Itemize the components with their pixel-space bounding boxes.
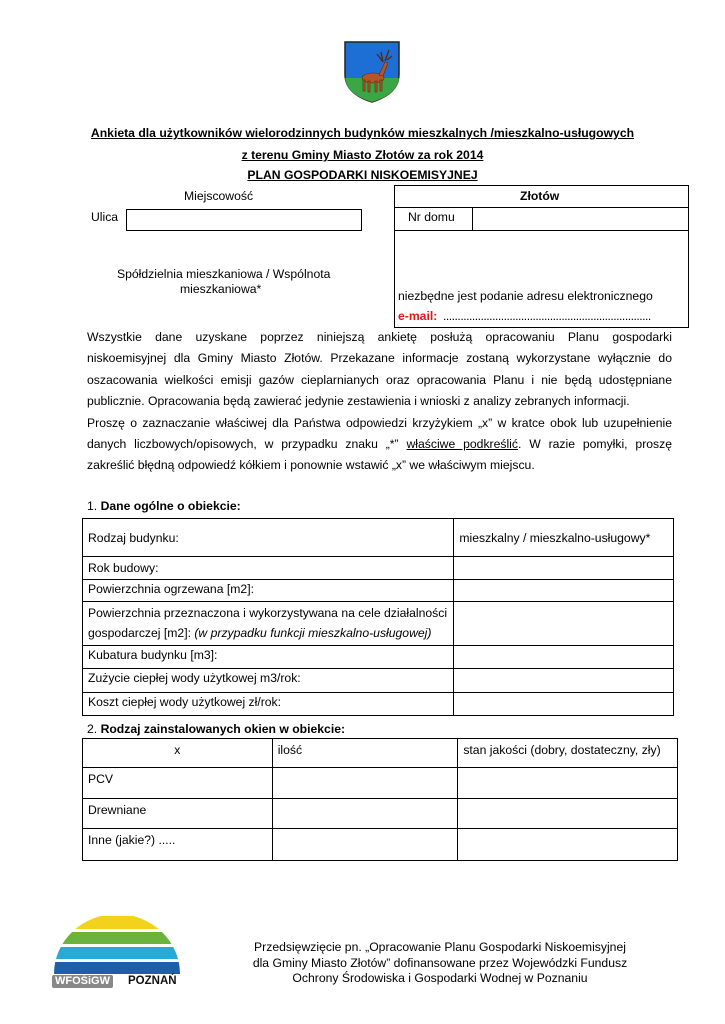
window-type-pcv: PCV [83, 768, 273, 799]
koszt-cwu-input[interactable] [454, 693, 674, 716]
intro-line: publicznie. Opracowania będą zawierać jedynie zestawienia i wnioski z analizy zebranych informacji. [87, 394, 630, 409]
intro-line: zakreślić błędną odpowiedź kółkiem i ponownie wstawić „x” we właściwym miejscu. [87, 458, 535, 473]
document-title-line3: PLAN GOSPODARKI NISKOEMISYJNEJ [247, 168, 478, 182]
powierzchnia-ogrzewana-input[interactable] [454, 580, 674, 602]
row-label: Zużycie ciepłej wody użytkowej m3/rok: [83, 669, 454, 693]
row-label [83, 602, 454, 646]
table-row [83, 693, 674, 716]
spoldzielnia-label-line2: mieszkaniowa* [180, 282, 262, 296]
ulica-input[interactable] [126, 209, 362, 231]
document-title-line1: Ankieta dla użytkowników wielorodzinnych budynków mieszkalnych /mieszkalno-usługowych [90, 126, 635, 140]
pcv-stan-input[interactable] [458, 768, 678, 799]
footer-line: Przedsięwzięcie pn. „Opracowanie Planu Gospodarki Niskoemisyjnej [254, 940, 626, 954]
powierzchnia-dzialalnosci-input[interactable] [454, 602, 674, 646]
intro-paragraph [87, 327, 672, 477]
section1-number: 1. [87, 499, 101, 513]
section2-number: 2. [87, 722, 101, 736]
document-title-line2: z terenu Gminy Miasto Złotów za rok 2014 [241, 148, 484, 162]
footer-note [240, 940, 640, 987]
section2-title: Rodzaj zainstalowanych okien w obiekcie: [100, 722, 346, 736]
section2-table [82, 738, 678, 861]
miejscowosc-label: Miejscowość [184, 189, 254, 203]
row-label: Powierzchnia ogrzewana [m2]: [83, 580, 454, 602]
spoldzielnia-label-line1: Spółdzielnia mieszkaniowa / Wspólnota [117, 267, 331, 281]
row-label-line1: Powierzchnia przeznaczona i wykorzystywana na cele działalności [88, 606, 448, 620]
wfosigw-logo-graphic-icon [50, 916, 185, 974]
nr-domu-label: Nr domu [408, 210, 455, 224]
table-header-row [83, 739, 678, 768]
inne-ilosc-input[interactable] [272, 829, 458, 861]
ulica-label: Ulica [91, 210, 119, 224]
table-row [83, 768, 678, 799]
zuzycie-cwu-input[interactable] [454, 669, 674, 693]
table-row [83, 557, 674, 580]
section1-heading [87, 499, 241, 513]
column-header-x: x [83, 739, 273, 768]
table-row [83, 799, 678, 829]
email-note: niezbędne jest podanie adresu elektronicznego [398, 289, 653, 303]
row-label: Koszt ciepłej wody użytkowej zł/rok: [83, 693, 454, 716]
intro-line6-a: danych liczbowych/opisowych, w przypadku znaku „*” [87, 437, 399, 452]
pcv-ilosc-input[interactable] [272, 768, 458, 799]
inne-stan-input[interactable] [458, 829, 678, 861]
row-label-line2-text: gospodarczej [m2]: [88, 626, 195, 640]
drewniane-ilosc-input[interactable] [272, 799, 458, 829]
intro-line6-c: . W razie pomyłki, proszę [517, 437, 673, 452]
intro-line [87, 434, 672, 455]
section1-title: Dane ogólne o obiekcie: [100, 499, 241, 513]
table-row [83, 829, 678, 861]
table-row [83, 646, 674, 669]
row-label-line2 [88, 623, 448, 643]
intro-line: Wszystkie dane uzyskane poprzez niniejszą ankietę posłużą opracowaniu Planu gospodarki [87, 330, 672, 344]
footer-line: dla Gminy Miasto Złotów” dofinansowane przez Wojewódzki Fundusz [252, 955, 628, 970]
row-label: Rodzaj budynku: [83, 519, 454, 557]
email-label: e-mail: [398, 309, 438, 323]
intro-line: oszacowania wielkości emisji gazów cieplarnianych oraz opracowania Planu i nie będą udostępniane [87, 372, 672, 387]
column-header-ilosc: ilość [272, 739, 458, 768]
row-label: Kubatura budynku [m3]: [83, 646, 454, 669]
row-label: Rok budowy: [83, 557, 454, 580]
email-dots: ........................................................................ [443, 309, 651, 323]
intro-line: niskoemisyjnej dla Gminy Miasto Złotów. Przekazane informacje zostaną wykorzystane wyłącznie do [87, 351, 672, 366]
kubatura-input[interactable] [454, 646, 674, 669]
section1-table [82, 518, 674, 716]
miejscowosc-value: Złotów [520, 189, 560, 203]
poznan-logo-text: POZNAŃ [128, 975, 177, 987]
table-row [83, 669, 674, 693]
rodzaj-budynku-value[interactable]: mieszkalny / mieszkalno-usługowy* [454, 519, 674, 557]
nr-domu-input[interactable] [472, 207, 689, 231]
window-type-inne: Inne (jakie?) ..... [83, 829, 273, 861]
coat-of-arms-icon [343, 40, 401, 104]
table-row [83, 519, 674, 557]
rok-budowy-input[interactable] [454, 557, 674, 580]
footer-line: Ochrony Środowiska i Gospodarki Wodnej w Poznaniu [292, 971, 588, 985]
wlasciwe-podkreslic-text: właściwe podkreślić [406, 437, 518, 452]
row-label-line2-italic: (w przypadku funkcji mieszkalno-usługowej) [194, 626, 432, 640]
drewniane-stan-input[interactable] [458, 799, 678, 829]
table-row [83, 580, 674, 602]
wfosigw-logo-text: WFOŚiGW [52, 975, 113, 988]
column-header-stan: stan jakości (dobry, dostateczny, zły) [458, 739, 678, 768]
section2-heading [87, 722, 345, 736]
intro-line: Proszę o zaznaczanie właściwej dla Państwa odpowiedzi krzyżykiem „x” w kratce obok lub uzupełnienie [87, 415, 672, 430]
table-row [83, 602, 674, 646]
wfosigw-logo [50, 916, 185, 990]
window-type-drewniane: Drewniane [83, 799, 273, 829]
